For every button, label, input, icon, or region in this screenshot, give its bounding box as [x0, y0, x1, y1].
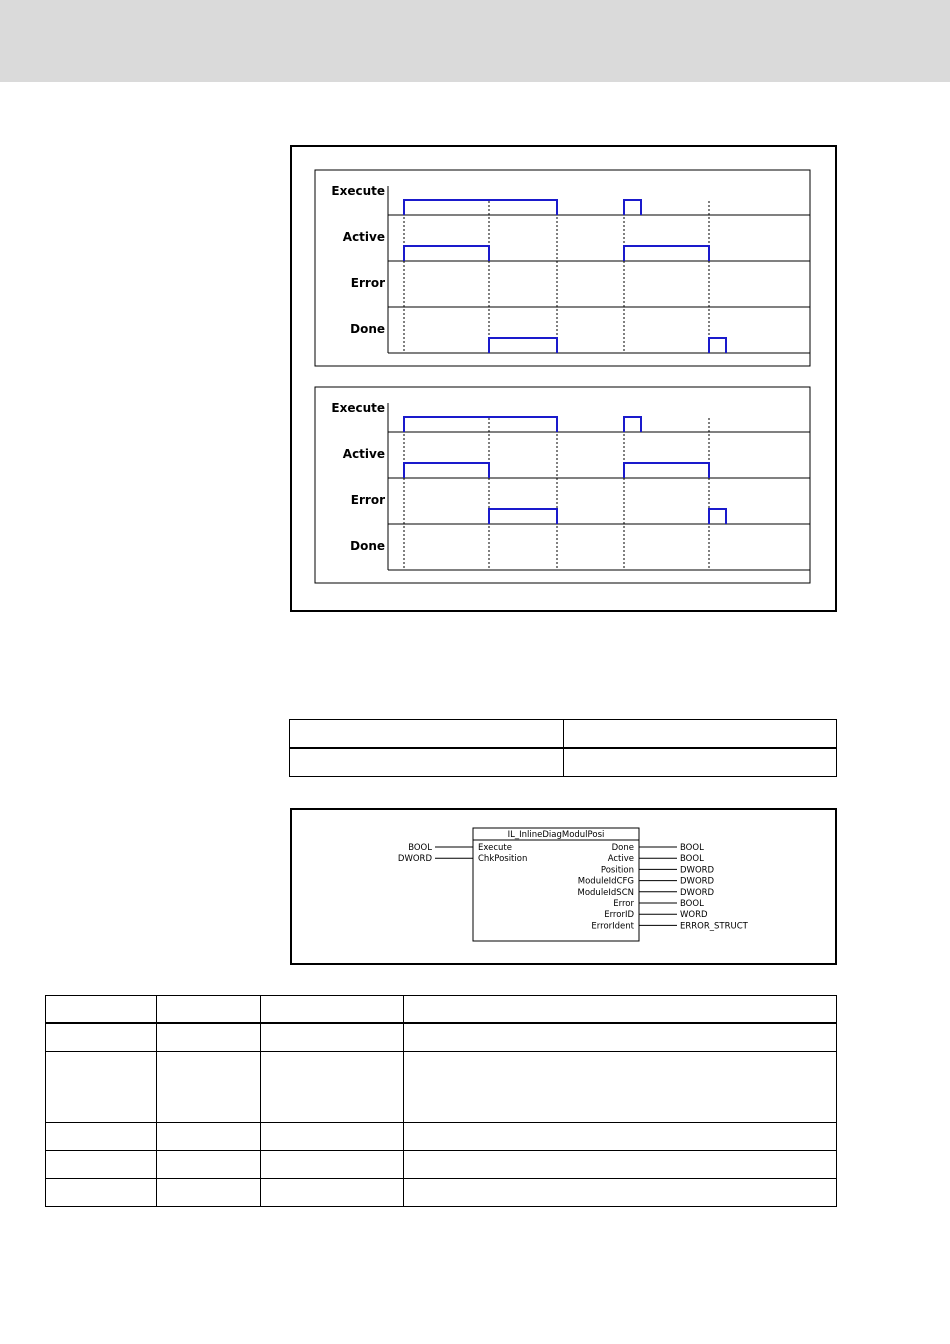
output-type: DWORD [680, 876, 715, 887]
table-cell [261, 1023, 404, 1051]
table-cell [157, 1150, 261, 1178]
output-pin-moduleidscn: ModuleIdSCN [577, 887, 634, 898]
output-type: DWORD [680, 887, 715, 898]
table-cell [404, 1150, 837, 1178]
signal-label-active: Active [342, 447, 385, 461]
table-cell [404, 996, 837, 1024]
table-cell [157, 996, 261, 1024]
output-pin-moduleidcfg: ModuleIdCFG [577, 876, 634, 887]
table-cell [404, 1051, 837, 1122]
table-cell [157, 1122, 261, 1150]
table-cell [261, 996, 404, 1024]
table-row [46, 1051, 837, 1122]
output-type: WORD [680, 910, 708, 921]
table-cell [404, 1178, 837, 1206]
signal-label-error: Error [350, 276, 385, 290]
table-cell [157, 1023, 261, 1051]
table-cell [404, 1023, 837, 1051]
output-type: ERROR_STRUCT [680, 921, 748, 932]
table-cell [261, 1122, 404, 1150]
output-pin-errorid: ErrorID [604, 910, 634, 921]
signal-label-active: Active [342, 230, 385, 244]
input-pin-chkposition: ChkPosition [478, 854, 528, 865]
signal-label-execute: Execute [331, 184, 385, 198]
output-type: BOOL [680, 854, 704, 865]
input-type: DWORD [397, 854, 432, 865]
table-row [46, 1023, 837, 1051]
table-cell [46, 1150, 157, 1178]
signal-label-execute: Execute [331, 401, 385, 415]
table-cell [261, 1150, 404, 1178]
input-pin-execute: Execute [478, 843, 512, 853]
input-type: BOOL [408, 843, 432, 853]
function-block-name: IL_InlineDiagModulPosi [507, 830, 605, 840]
output-pin-errorident: ErrorIdent [591, 921, 634, 932]
table-cell [46, 1122, 157, 1150]
table-header-row [46, 996, 837, 1024]
output-type: BOOL [680, 843, 704, 853]
signal-label-done: Done [350, 539, 385, 553]
table-cell [46, 996, 157, 1024]
table-cell [404, 1122, 837, 1150]
signal-label-error: Error [350, 493, 385, 507]
table-row [46, 1122, 837, 1150]
signal-label-done: Done [350, 322, 385, 336]
output-type: BOOL [680, 899, 704, 909]
table-cell [46, 1178, 157, 1206]
table-cell [46, 1023, 157, 1051]
table-cell [261, 1178, 404, 1206]
table-cell [46, 1051, 157, 1122]
table-row [46, 1178, 837, 1206]
output-pin-done: Done [611, 843, 634, 853]
output-type: DWORD [680, 865, 715, 876]
table-cell [157, 1051, 261, 1122]
table-row [46, 1150, 837, 1178]
output-pin-error: Error [613, 899, 634, 909]
table-cell [157, 1178, 261, 1206]
output-pin-active: Active [607, 854, 634, 865]
parameter-table [45, 995, 837, 1207]
table-cell [261, 1051, 404, 1122]
output-pin-position: Position [600, 865, 634, 876]
